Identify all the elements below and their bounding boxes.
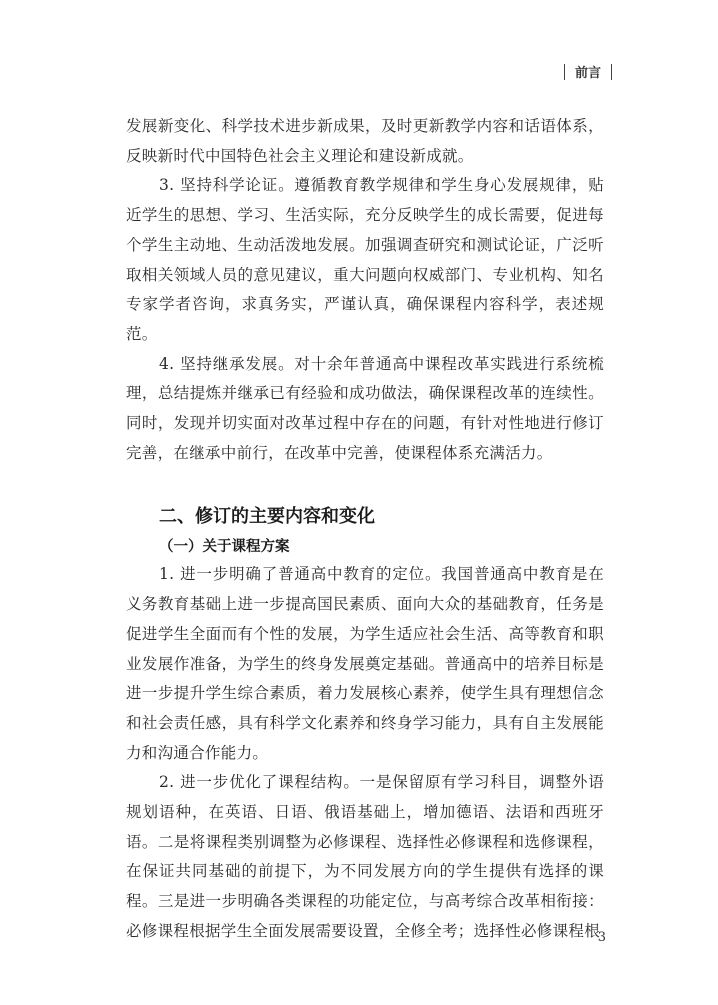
page-body bbox=[126, 112, 604, 947]
subsection-heading: （一）关于课程方案 bbox=[159, 539, 290, 556]
paragraph-inheritance-development: 4. 坚持继承发展。对十余年普通高中课程改革实践进行系统梳理，总结提炼并继承已有经验和成功做法，确保课程改革的连续性。同时，发现并切实面对改革过程中存在的问题，有针对性地进行修订完善，在继承中前行，在改革中完善，使课程体系充满活力。 bbox=[126, 354, 604, 462]
section-heading: 二、修订的主要内容和变化 bbox=[159, 506, 375, 528]
paragraph-positioning: 1. 进一步明确了普通高中教育的定位。我国普通高中教育是在义务教育基础上进一步提高国民素质、面向大众的基础教育，任务是促进学生全面而有个性的发展，为学生适应社会生活、高等教育和职业发展作准备，为学生的终身发展奠定基础。普通高中的培养目标是进一步提升学生综合素质，着力发展核心素养，使学生具有理想信念和社会责任感，具有科学文化素养和终身学习能力，具有自主发展能力和沟通合作能力。 bbox=[126, 565, 604, 762]
paragraph-curriculum-structure: 2. 进一步优化了课程结构。一是保留原有学习科目，调整外语规划语种，在英语、日语、俄语基础上，增加德语、法语和西班牙语。二是将课程类别调整为必修课程、选择性必修课程和选修课程，在保证共同基础的前提下，为不同发展方向的学生提供有选择的课程。三是进一步明确各类课程的功能定位，与高考综合改革相衔接：必修课程根据学生全面发展需要设置，全修全考；选择性必修课程根 bbox=[126, 773, 604, 940]
header-divider-right bbox=[611, 64, 612, 80]
paragraph-continuation: 发展新变化、科学技术进步新成果，及时更新教学内容和话语体系，反映新时代中国特色社会主义理论和建设新成就。 bbox=[126, 117, 604, 165]
paragraph-scientific-demonstration: 3. 坚持科学论证。遵循教育教学规律和学生身心发展规律，贴近学生的思想、学习、生活实际，充分反映学生的成长需要，促进每个学生主动地、生动活泼地发展。加强调查研究和测试论证，广泛听取相关领域人员的意见建议，重大问题向权威部门、专业机构、知名专家学者咨询，求真务实，严谨认真，确保课程内容科学，表述规范。 bbox=[126, 176, 604, 343]
running-header bbox=[564, 62, 612, 81]
header-divider-left bbox=[564, 64, 565, 80]
page-number: 3 bbox=[597, 930, 606, 945]
header-section-title: 前言 bbox=[574, 66, 601, 81]
